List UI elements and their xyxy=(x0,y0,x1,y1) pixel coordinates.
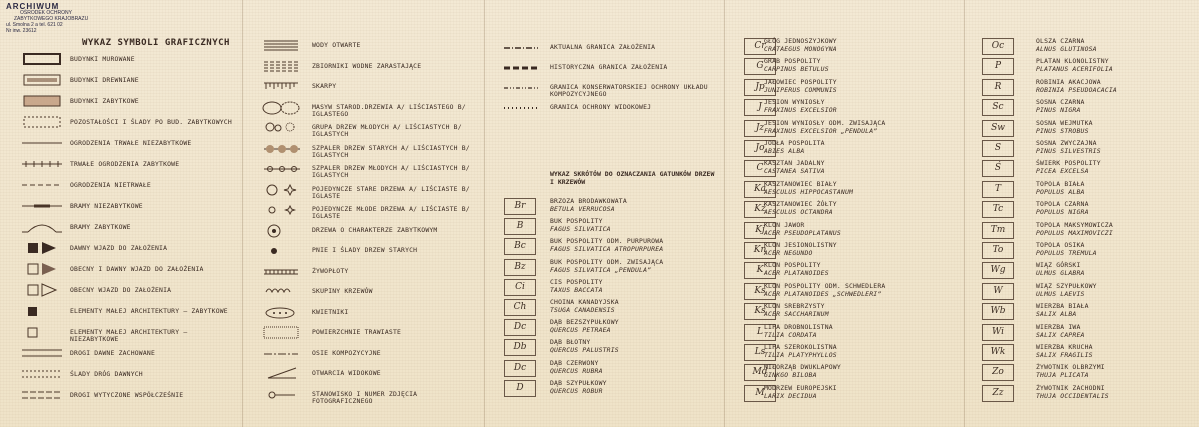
species-name-lat: QUERCUS PETRAEA xyxy=(550,326,611,335)
column-species-2 xyxy=(724,0,964,427)
symbol-row-symbol xyxy=(22,388,62,407)
species-name-lat: ACER PSEUDOPLATANUS xyxy=(764,228,841,237)
species-code: P xyxy=(982,58,1014,75)
species-name-pl: TOPOLA MAKSYMOWICZA xyxy=(1036,220,1113,229)
stamp-line: Nr inw. 23612 xyxy=(6,28,37,34)
species-code: T xyxy=(982,181,1014,198)
symbol-row-symbol xyxy=(262,264,302,283)
species-name-pl: BUK POSPOLITY ODM. PURPUROWA xyxy=(550,237,664,246)
symbol-row-label: POZOSTAŁOŚCI I ŚLADY PO BUD. ZABYTKOWYCH xyxy=(70,118,232,126)
species-name-pl: LIPA DROBNOLISTNA xyxy=(764,322,833,331)
symbol-row-label: WODY OTWARTE xyxy=(312,41,361,49)
species-code: Sc xyxy=(982,99,1014,116)
species-code: Ks xyxy=(744,283,776,300)
species-name-lat: AESCULUS OCTANDRA xyxy=(764,208,833,217)
boundary-row-label: AKTUALNA GRANICA ZAŁOŻENIA xyxy=(550,43,656,51)
species-name-lat: FAGUS SILVATICA ATROPURPUREA xyxy=(550,245,664,254)
species-name-pl: ŻYWOTNIK ZACHODNI xyxy=(1036,383,1105,392)
species-code: Ch xyxy=(504,299,536,316)
species-code: Bc xyxy=(504,238,536,255)
species-name-lat: QUERCUS RUBRA xyxy=(550,366,603,375)
symbol-row-label: POJEDYNCZE MŁODE DRZEWA A/ LIŚCIASTE B/ IGLASTE xyxy=(312,205,470,220)
symbol-row-symbol xyxy=(262,366,302,385)
symbol-row-symbol xyxy=(262,202,302,221)
symbol-row-symbol xyxy=(22,157,62,176)
symbol-row-label: BUDYNKI MUROWANE xyxy=(70,55,135,63)
symbol-row-label: OSIE KOMPOZYCYJNE xyxy=(312,348,381,357)
species-name-pl: ROBINIA AKACJOWA xyxy=(1036,77,1101,86)
species-name-lat: PICEA EXCELSA xyxy=(1036,167,1089,176)
species-name-lat: POPULUS ALBA xyxy=(1036,187,1085,196)
species-name-lat: TSUGA CANADENSIS xyxy=(550,306,615,314)
species-name-pl: GRAB POSPOLITY xyxy=(764,57,821,66)
symbol-row-symbol xyxy=(262,38,302,57)
species-name-pl: WIERZBA IWA xyxy=(1036,322,1081,331)
species-name-lat: GINKGO BILOBA xyxy=(764,371,817,380)
symbol-row-label: DAWNY WJAZD DO ZAŁOŻENIA xyxy=(70,244,168,252)
species-name-pl: DĄB BEZSZYPUŁKOWY xyxy=(550,318,619,327)
legend-title: WYKAZ SYMBOLI GRAFICZNYCH xyxy=(82,38,230,48)
symbol-row-symbol xyxy=(262,79,302,98)
boundary-row-symbol xyxy=(502,40,542,59)
species-name-lat: QUERCUS PALUSTRIS xyxy=(550,346,619,355)
species-name-pl: KLON JAWOR xyxy=(764,220,805,229)
symbol-row-label: TRWAŁE OGRODZENIA ZABYTKOWE xyxy=(70,160,180,168)
symbol-row-label: DRZEWA O CHARAKTERZE ZABYTKOWYM xyxy=(312,225,438,234)
species-code: Jz xyxy=(744,120,776,137)
species-name-lat: CARPINUS BETULUS xyxy=(764,65,829,74)
species-code: Md xyxy=(744,364,776,381)
symbol-row-label: BRAMY ZABYTKOWE xyxy=(70,223,131,231)
symbol-row-symbol xyxy=(22,241,62,260)
species-code: Oc xyxy=(982,38,1014,55)
symbol-row-symbol xyxy=(22,73,62,92)
symbol-row-symbol xyxy=(22,283,62,302)
symbol-row-label: ŚLADY DRÓG DAWNYCH xyxy=(70,370,143,378)
species-name-pl: CHOINA KANADYJSKA xyxy=(550,298,619,306)
species-code: Dc xyxy=(504,360,536,377)
species-code: J xyxy=(744,99,776,116)
species-name-lat: TILIA CORDATA xyxy=(764,330,817,339)
species-name-lat: THUJA OCCIDENTALIS xyxy=(1036,391,1109,400)
symbol-row-symbol xyxy=(262,243,302,262)
symbol-row-label: ZBIORNIKI WODNE ZARASTAJĄCE xyxy=(312,61,422,70)
species-name-pl: ŚWIERK POSPOLITY xyxy=(1036,159,1101,168)
species-name-pl: JODŁA POSPOLITA xyxy=(764,139,825,147)
symbol-row-symbol xyxy=(22,199,62,218)
species-name-lat: THUJA PLICATA xyxy=(1036,371,1089,380)
symbol-row-symbol xyxy=(262,387,302,406)
species-code: Kn xyxy=(744,242,776,259)
symbol-row-symbol xyxy=(22,136,62,155)
species-code: K xyxy=(744,262,776,279)
symbol-row-label: MASYW STAROD.DRZEWIA A/ LIŚCIASTEGO B/ IGLASTEGO xyxy=(312,102,466,118)
symbol-row-symbol xyxy=(22,367,62,386)
boundary-row-label: HISTORYCZNA GRANICA ZAŁOŻENIA xyxy=(550,63,668,71)
symbol-row-label: BUDYNKI ZABYTKOWE xyxy=(70,97,139,105)
species-name-lat: ALNUS GLUTINOSA xyxy=(1036,45,1097,53)
species-name-lat: POPULUS NIGRA xyxy=(1036,208,1089,217)
symbol-row-label: STANOWISKO I NUMER ZDJĘCIA FOTOGRAFICZNEGO xyxy=(312,389,418,405)
species-name-lat: ULMUS GLABRA xyxy=(1036,269,1085,278)
species-code: Bz xyxy=(504,259,536,276)
species-code: Wb xyxy=(982,303,1014,320)
species-code: Ls xyxy=(744,344,776,361)
symbol-row-label: KWIETNIKI xyxy=(312,307,349,316)
symbol-row-symbol xyxy=(262,182,302,201)
species-code: Ka xyxy=(744,181,776,198)
species-code: Ks xyxy=(744,303,776,320)
species-name-lat: FAGUS SILVATICA „PENDULA” xyxy=(550,265,652,274)
symbol-row-symbol xyxy=(262,59,302,78)
species-code: Zo xyxy=(982,364,1014,381)
species-name-pl: BRZOZA BRODAWKOWATA xyxy=(550,197,627,205)
symbol-row-label: OTWARCIA WIDOKOWE xyxy=(312,369,381,377)
species-code: Ci xyxy=(504,279,536,296)
symbol-row-symbol xyxy=(262,120,302,139)
species-name-pl: TOPOLA BIAŁA xyxy=(1036,179,1085,188)
species-name-pl: KLON SREBRZYSTY xyxy=(764,302,825,311)
symbol-row-label: ŻYWOPŁOTY xyxy=(312,266,349,275)
symbol-row-symbol xyxy=(22,346,62,365)
species-code: Wk xyxy=(982,344,1014,361)
species-code: M xyxy=(744,385,776,402)
species-code: Db xyxy=(504,339,536,356)
symbol-row-label: OGRODZENIA TRWAŁE NIEZABYTKOWE xyxy=(70,139,192,147)
species-code: Tc xyxy=(982,201,1014,218)
species-name-pl: SOSNA WEJMUTKA xyxy=(1036,118,1093,127)
species-name-lat: BETULA VERRUCOSA xyxy=(550,205,615,213)
species-name-lat: PINUS STROBUS xyxy=(1036,126,1089,135)
species-name-pl: PLATAN KLONOLISTNY xyxy=(1036,57,1109,66)
species-name-lat: FAGUS SILVATICA xyxy=(550,225,611,234)
species-name-pl: ŻYWOTNIK OLBRZYMI xyxy=(1036,363,1105,372)
symbol-row-label: SKUPINY KRZEWÓW xyxy=(312,287,373,295)
species-code: To xyxy=(982,242,1014,259)
symbol-row-symbol xyxy=(262,325,302,344)
species-name-pl: SOSNA CZARNA xyxy=(1036,98,1085,107)
symbol-row-label: BUDYNKI DREWNIANE xyxy=(70,76,139,84)
species-code: S xyxy=(982,140,1014,157)
species-name-pl: JESION WYNIOSŁY ODM. ZWISAJĄCA xyxy=(764,118,886,127)
symbol-row-symbol xyxy=(22,262,62,281)
species-code: Wi xyxy=(982,324,1014,341)
species-name-pl: KASZTANOWIEC ŻÓŁTY xyxy=(764,200,837,209)
symbol-row-label: ELEMENTY MAŁEJ ARCHITEKTURY – ZABYTKOWE xyxy=(70,307,228,315)
species-name-pl: DĄB SZYPUŁKOWY xyxy=(550,378,607,387)
symbol-row-symbol xyxy=(22,325,62,344)
species-name-lat: ACER PLATANOIDES „SCHWEDLERI” xyxy=(764,289,882,298)
species-name-pl: MODRZEW EUROPEJSKI xyxy=(764,383,837,392)
species-code: C xyxy=(744,160,776,177)
symbol-row-symbol xyxy=(22,220,62,239)
stamp-line: ul. Smolna 2 a tel. 621 02 xyxy=(6,22,63,28)
species-code: Cr xyxy=(744,38,776,55)
species-name-lat: CASTANEA SATIVA xyxy=(764,167,825,176)
species-name-lat: JUNIPERUS COMMUNIS xyxy=(764,85,837,94)
species-name-lat: PLATANUS ACERIFOLIA xyxy=(1036,65,1113,74)
species-name-lat: ROBINIA PSEUDOACACIA xyxy=(1036,85,1117,94)
species-name-lat: PINUS NIGRA xyxy=(1036,106,1081,115)
symbol-row-label: PNIE I ŚLADY DRZEW STARYCH xyxy=(312,246,418,254)
boundary-row-label: GRANICA KONSERWATORSKIEJ OCHRONY UKŁADU KOMPOZYCYJNEGO xyxy=(550,83,708,98)
symbol-row-symbol xyxy=(22,178,62,197)
species-name-lat: TAXUS BACCATA xyxy=(550,285,603,294)
stamp-line: ZABYTKOWEGO KRAJOBRAZU xyxy=(14,16,89,22)
species-code: Kż xyxy=(744,201,776,218)
symbol-row-label: DROGI DAWNE ZACHOWANE xyxy=(70,349,155,357)
symbol-row-symbol xyxy=(22,52,62,71)
species-code: Jp xyxy=(744,79,776,96)
symbol-row-label: SKARPY xyxy=(312,82,337,90)
species-name-lat: FRAXINUS EXCELSIOR xyxy=(764,106,837,115)
boundary-row-symbol xyxy=(502,100,542,119)
species-name-pl: BUK POSPOLITY xyxy=(550,217,603,226)
species-code: Dc xyxy=(504,319,536,336)
species-name-pl: OLSZA CZARNA xyxy=(1036,37,1085,45)
species-name-lat: ULMUS LAEVIS xyxy=(1036,289,1085,298)
species-name-pl: JAŁOWIEC POSPOLITY xyxy=(764,77,837,86)
species-name-lat: ACER NEGUNDO xyxy=(764,249,813,257)
species-name-pl: WIERZBA KRUCHA xyxy=(1036,343,1093,351)
symbol-row-label: SZPALER DRZEW MŁODYCH A/ LIŚCIASTYCH B/ IGLASTYCH xyxy=(312,164,470,179)
column-symbols-1 xyxy=(0,0,242,427)
species-name-lat: LARIX DECIDUA xyxy=(764,391,817,400)
species-code: Zz xyxy=(982,385,1014,402)
species-name-pl: DĄB CZERWONY xyxy=(550,358,599,367)
species-name-lat: CRATAEGUS MONOGYNA xyxy=(764,45,837,53)
boundary-row-symbol xyxy=(502,80,542,99)
species-name-pl: KASZTANOWIEC BIAŁY xyxy=(764,179,837,188)
symbol-row-label: OBECNY WJAZD DO ZAŁOŻENIA xyxy=(70,286,172,294)
species-code: G xyxy=(744,58,776,75)
species-name-lat: QUERCUS ROBUR xyxy=(550,386,603,395)
symbol-row-label: BRAMY NIEZABYTKOWE xyxy=(70,202,143,210)
species-name-pl: TOPOLA CZARNA xyxy=(1036,200,1089,209)
species-code: Wg xyxy=(982,262,1014,279)
symbol-row-symbol xyxy=(22,304,62,323)
species-code: Jo xyxy=(744,140,776,157)
symbol-row-symbol xyxy=(262,346,302,365)
column-symbols-2 xyxy=(242,0,484,427)
species-code: Ś xyxy=(982,160,1014,177)
species-code: B xyxy=(504,218,536,235)
species-code: D xyxy=(504,380,536,397)
species-name-lat: ACER PLATANOIDES xyxy=(764,269,829,278)
symbol-row-symbol xyxy=(22,115,62,134)
species-code: Br xyxy=(504,198,536,215)
symbol-row-symbol xyxy=(262,161,302,180)
abbreviations-heading: WYKAZ SKRÓTÓW DO OZNACZANIA GATUNKÓW DRZEW I KRZEWÓW xyxy=(550,170,715,186)
species-name-lat: AESCULUS HIPPOCASTANUM xyxy=(764,187,854,196)
species-name-pl: TOPOLA OSIKA xyxy=(1036,241,1085,249)
species-name-lat: PINUS SILVESTRIS xyxy=(1036,147,1101,155)
species-name-pl: CIS POSPOLITY xyxy=(550,277,603,286)
stamp-line: OŚRODEK OCHRONY xyxy=(20,10,72,16)
species-name-pl: SOSNA ZWYCZAJNA xyxy=(1036,139,1097,147)
symbol-row-label: POWIERZCHNIE TRAWIASTE xyxy=(312,328,402,336)
species-name-pl: BUK POSPOLITY ODM. ZWISAJĄCA xyxy=(550,257,664,266)
symbol-row-label: GRUPA DRZEW MŁODYCH A/ LIŚCIASTYCH B/ IGLASTYCH xyxy=(312,123,462,138)
symbol-row-label: OBECNY I DAWNY WJAZD DO ZAŁOŻENIA xyxy=(70,265,204,273)
species-name-pl: GŁÓG JEDNOSZYJKOWY xyxy=(764,37,837,45)
species-name-pl: WIĄZ GÓRSKI xyxy=(1036,261,1081,270)
symbol-row-symbol xyxy=(262,305,302,324)
boundary-row-symbol xyxy=(502,60,542,79)
symbol-row-label: OGRODZENIA NIETRWAŁE xyxy=(70,181,151,189)
symbol-row-symbol xyxy=(22,94,62,113)
species-code: L xyxy=(744,324,776,341)
column-species-3 xyxy=(964,0,1199,427)
species-name-pl: WIĄZ SZYPUŁKOWY xyxy=(1036,281,1097,290)
column-boundaries-species xyxy=(484,0,724,427)
species-name-pl: KLON POSPOLITY xyxy=(764,261,821,270)
species-code: Kj xyxy=(744,222,776,239)
species-name-pl: KLON JESIONOLISTNY xyxy=(764,241,837,249)
species-name-lat: TILIA PLATYPHYLLOS xyxy=(764,351,837,359)
species-name-pl: DĄB BŁOTNY xyxy=(550,338,591,347)
species-name-lat: SALIX FRAGILIS xyxy=(1036,351,1093,359)
species-name-pl: KASZTAN JADALNY xyxy=(764,159,825,168)
symbol-row-label: SZPALER DRZEW STARYCH A/ LIŚCIASTYCH B/ IGLASTYCH xyxy=(312,143,470,159)
species-name-lat: ABIES ALBA xyxy=(764,147,805,155)
boundary-row-label: GRANICA OCHRONY WIDOKOWEJ xyxy=(550,103,652,111)
symbol-row-symbol xyxy=(262,141,302,160)
symbol-row-label: ELEMENTY MAŁEJ ARCHITEKTURY – NIEZABYTKOWE xyxy=(70,328,188,343)
species-name-lat: POPULUS MAXIMOVICZI xyxy=(1036,228,1113,237)
species-name-lat: POPULUS TREMULA xyxy=(1036,249,1097,257)
species-name-pl: JESION WYNIOSŁY xyxy=(764,98,825,107)
symbol-row-symbol xyxy=(262,284,302,303)
symbol-row-symbol xyxy=(262,223,302,242)
species-code: Tm xyxy=(982,222,1014,239)
species-name-pl: MIŁORZĄB DWUKLAPOWY xyxy=(764,363,841,372)
species-code: R xyxy=(982,79,1014,96)
species-name-pl: LIPA SZEROKOLISTNA xyxy=(764,343,837,351)
species-name-pl: WIERZBA BIAŁA xyxy=(1036,302,1089,311)
symbol-row-symbol xyxy=(262,100,302,119)
species-name-lat: FRAXINUS EXCELSIOR „PENDULA” xyxy=(764,126,878,135)
symbol-row-label: POJEDYNCZE STARE DRZEWA A/ LIŚCIASTE B/ IGLASTE xyxy=(312,184,470,200)
stamp-title: ARCHIWUM xyxy=(6,2,60,11)
species-code: W xyxy=(982,283,1014,300)
species-name-lat: SALIX CAPREA xyxy=(1036,330,1085,339)
species-name-pl: KLON POSPOLITY ODM. SCHWEDLERA xyxy=(764,281,886,290)
symbol-row-label: DROGI WYTYCZONE WSPÓŁCZEŚNIE xyxy=(70,391,184,399)
species-code: Sw xyxy=(982,120,1014,137)
species-name-lat: SALIX ALBA xyxy=(1036,310,1077,319)
species-name-lat: ACER SACCHARINUM xyxy=(764,310,829,319)
